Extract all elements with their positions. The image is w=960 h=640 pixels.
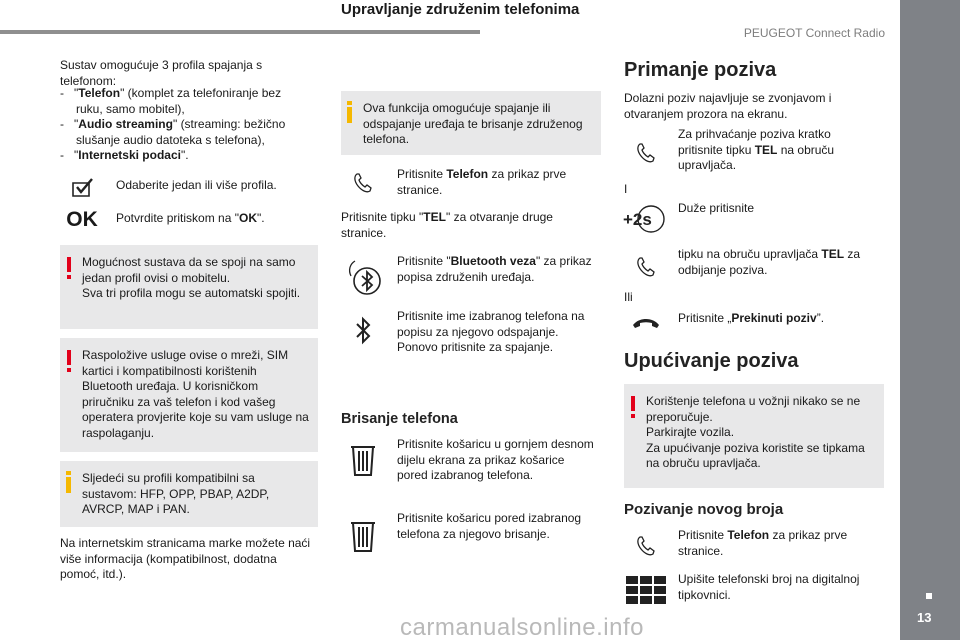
or-text: I xyxy=(624,182,628,196)
body-text: Dolazni poziv najavljuje se zvonjavom i otvaranjem prozora na ekranu. xyxy=(624,91,832,121)
info-icon xyxy=(347,101,352,123)
warning-icon xyxy=(631,396,635,411)
section-title: Upućivanje poziva xyxy=(624,350,799,372)
bluetooth-icon xyxy=(341,314,385,348)
step-keypad xyxy=(624,571,886,607)
step-reject xyxy=(624,246,886,286)
profile-list xyxy=(60,86,300,164)
step-confirm-ok xyxy=(60,203,318,237)
phone-icon xyxy=(624,136,668,170)
footer-text: Na internetskim stranicama marke možete naći više informacija (kompatibilnost, dodatna pomoć, itd.). xyxy=(60,536,311,582)
step-text: Pritisnite "Bluetooth veza" za prikaz popisa združenih uređaja. xyxy=(397,254,592,284)
phone-icon xyxy=(341,166,385,200)
end-call-icon xyxy=(624,306,668,340)
trash-icon xyxy=(341,516,385,556)
phone-icon xyxy=(624,250,668,284)
header-rule xyxy=(0,30,480,34)
trash-icon xyxy=(341,440,385,480)
list-item: - "Audio streaming" (streaming: bežično slušanje audio datoteka s telefona), xyxy=(60,117,286,147)
info-text: Sljedeći su profili kompatibilni sa sustavom: HFP, OPP, PBAP, A2DP, AVRCP, MAP i PAN. xyxy=(82,471,270,517)
warning-icon xyxy=(67,257,71,272)
list-item: - "Internetski podaci". xyxy=(60,148,189,163)
warning-note xyxy=(624,384,884,488)
warning-text: Raspoložive usluge ovise o mreži, SIM kartici i kompatibilnosti korištenih Bluetooth uređaja. U korisničkom priručniku za vaš telefon i kod vašeg operatera provjerite koje su vam usluge na raspolaganju. xyxy=(82,348,309,440)
step-text: Potvrdite pritiskom na "OK". xyxy=(116,211,265,225)
step-phone xyxy=(341,166,601,200)
phone-icon xyxy=(624,529,668,563)
step-text: Pritisnite ime izabranog telefona na popisu za njegovo odspajanje. Ponovo pritisnite za spajanje. xyxy=(397,309,585,355)
step-bluetooth-list xyxy=(341,253,601,301)
svg-text:+2s: +2s xyxy=(623,210,652,229)
checkbox-icon xyxy=(60,170,104,204)
section-title: Primanje poziva xyxy=(624,59,777,81)
warning-text: Sva tri profila mogu se automatski spojiti. xyxy=(82,286,301,301)
section-title: Upravljanje združenim telefonima xyxy=(341,1,580,18)
step-text: Odaberite jedan ili više profila. xyxy=(116,178,277,192)
step-text: Pritisnite Telefon za prikaz prve stranice. xyxy=(678,528,848,558)
side-strip xyxy=(900,0,960,640)
step-text: Za prihvaćanje poziva kratko pritisnite tipku TEL na obruču upravljača. xyxy=(678,127,835,173)
ok-icon: OK xyxy=(66,208,98,232)
info-note xyxy=(60,461,318,527)
info-text: Ova funkcija omogućuje spajanje ili odspajanje uređaja te brisanje združenog telefona. xyxy=(363,101,583,147)
side-marker xyxy=(926,593,932,599)
step-accept xyxy=(624,126,886,172)
warning-icon xyxy=(67,350,71,365)
step-long-press xyxy=(624,200,886,240)
step-text: Upišite telefonski broj na digitalnoj tipkovnici. xyxy=(678,572,860,602)
list-item: - "Telefon" (komplet za telefoniranje bez ruku, samo mobitel), xyxy=(60,86,282,116)
step-text: tipku na obruču upravljača TEL za odbijanje poziva. xyxy=(678,247,861,277)
step-text: Pritisnite Telefon za prikaz prve stranice. xyxy=(397,167,567,197)
warning-note xyxy=(60,245,318,329)
or-text: Ili xyxy=(624,290,633,304)
step-end-call xyxy=(624,306,886,338)
step-text: Pritisnite „Prekinuti poziv”. xyxy=(678,311,825,325)
bluetooth-circle-icon xyxy=(341,255,385,299)
warning-text: Korištenje telefona u vožnji nikako se ne preporučuje. xyxy=(646,394,861,424)
header-title: PEUGEOT Connect Radio xyxy=(743,26,885,40)
step-text: Duže pritisnite xyxy=(678,201,755,215)
long-press-icon xyxy=(622,202,670,236)
keypad-icon xyxy=(624,573,668,607)
step-trash-top xyxy=(341,436,601,482)
step-connect xyxy=(341,308,601,354)
watermark-text: carmanualsonline.info xyxy=(400,614,644,640)
section-title: Pozivanje novog broja xyxy=(624,501,784,518)
step-text: Pritisnite košaricu u gornjem desnom dijelu ekrana za prikaz košarice pored izabranog telefona. xyxy=(397,437,594,483)
step-trash-delete xyxy=(341,510,601,556)
info-icon xyxy=(66,471,71,493)
warning-note xyxy=(60,338,318,452)
step-select-profile xyxy=(60,170,318,204)
intro-text: Sustav omogućuje 3 profila spajanja s telefonom: xyxy=(60,58,263,88)
body-text: Pritisnite tipku "TEL" za otvaranje druge stranice. xyxy=(341,210,553,240)
step-text: Pritisnite košaricu pored izabranog telefona za njegovo brisanje. xyxy=(397,511,582,541)
info-note xyxy=(341,91,601,155)
warning-text: Mogućnost sustava da se spoji na samo jedan profil ovisi o mobitelu. xyxy=(82,255,296,285)
warning-text: Parkirajte vozila. xyxy=(646,425,735,440)
section-title: Brisanje telefona xyxy=(341,411,458,427)
warning-text: Za upućivanje poziva koristite se tipkama na obruču upravljača. xyxy=(646,440,865,471)
column-2 xyxy=(341,0,601,541)
step-new-phone xyxy=(624,527,886,567)
page-number: 13 xyxy=(917,610,932,625)
